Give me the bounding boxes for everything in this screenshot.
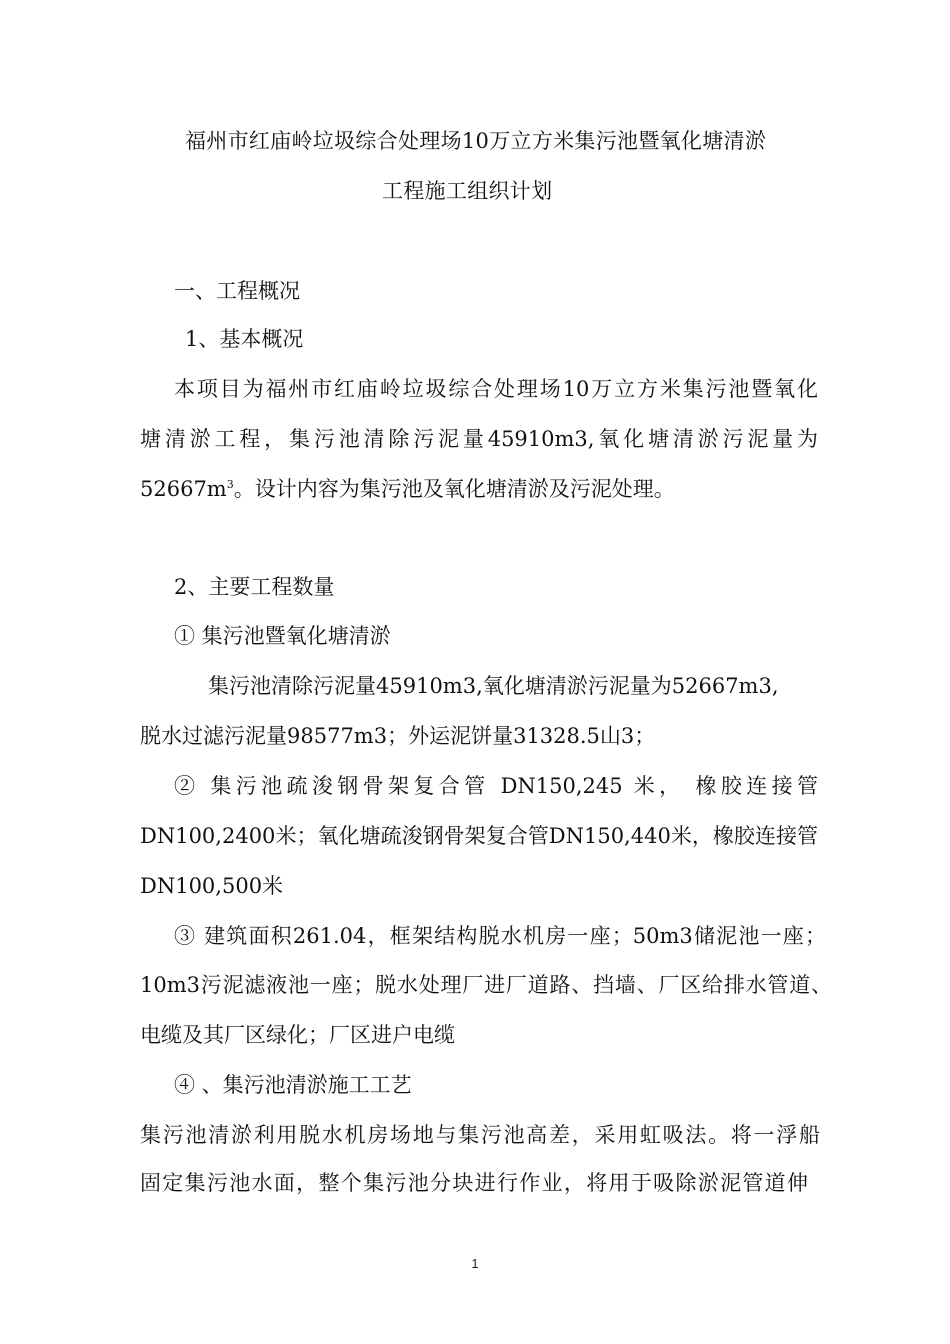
item-1-line-2: 脱水过滤污泥量98577m3；外运泥饼量31328.5山3； <box>140 724 656 748</box>
paragraph-1-line-2: 塘清淤工程，集污池清除污泥量45910m3,氧化塘清淤污泥量为 <box>140 427 818 451</box>
document-title-line-1: 福州市红庙岭垃圾综合处理场10万立方米集污池暨氧化塘清淤 <box>185 129 767 153</box>
item-2-line-2: DN100,2400米；氧化塘疏浚钢骨架复合管DN150,440米，橡胶连接管 <box>140 824 818 848</box>
item-1-line-1: 集污池清除污泥量45910m3,氧化塘清淤污泥量为52667m3, <box>208 674 779 698</box>
item-4-line-1: 集污池清淤利用脱水机房场地与集污池高差，采用虹吸法。将一浮船 <box>140 1123 820 1147</box>
paragraph-1-line-3-text: 。设计内容为集污池及氧化塘清淤及污泥处理。 <box>233 477 675 501</box>
item-4-heading: ④ 、集污池清淤施工工艺 <box>174 1073 412 1097</box>
document-title-line-2: 工程施工组织计划 <box>382 179 553 203</box>
item-1-heading: ① 集污池暨氧化塘清淤 <box>174 624 391 648</box>
section-heading-overview: 一、工程概况 <box>174 279 300 303</box>
subsection-heading-basic: 1、基本概况 <box>185 327 304 351</box>
item-3-line-3: 电缆及其厂区绿化；厂区进户电缆 <box>140 1023 455 1047</box>
item-4-line-2: 固定集污池水面，整个集污池分块进行作业，将用于吸除淤泥管道伸 <box>140 1171 808 1195</box>
item-2-line-3: DN100,500米 <box>140 874 284 898</box>
paragraph-1-volume-superscript: 3 <box>226 478 234 491</box>
item-3-line-1: ③ 建筑面积261.04，框架结构脱水机房一座；50m3储泥池一座； <box>174 924 826 948</box>
paragraph-1-line-1: 本项目为福州市红庙岭垃圾综合处理场10万立方米集污池暨氧化 <box>174 377 818 401</box>
paragraph-1-volume: 52667m <box>140 477 227 501</box>
subsection-heading-quantities: 2、主要工程数量 <box>174 575 335 599</box>
item-2-line-1: ② 集污池疏浚钢骨架复合管 DN150,245 米， 橡胶连接管 <box>174 774 818 798</box>
paragraph-1-line-3 <box>140 474 675 504</box>
page-number: 1 <box>471 1256 479 1271</box>
item-3-line-2: 10m3污泥滤液池一座；脱水处理厂进厂道路、挡墙、厂区给排水管道、 <box>140 973 832 997</box>
